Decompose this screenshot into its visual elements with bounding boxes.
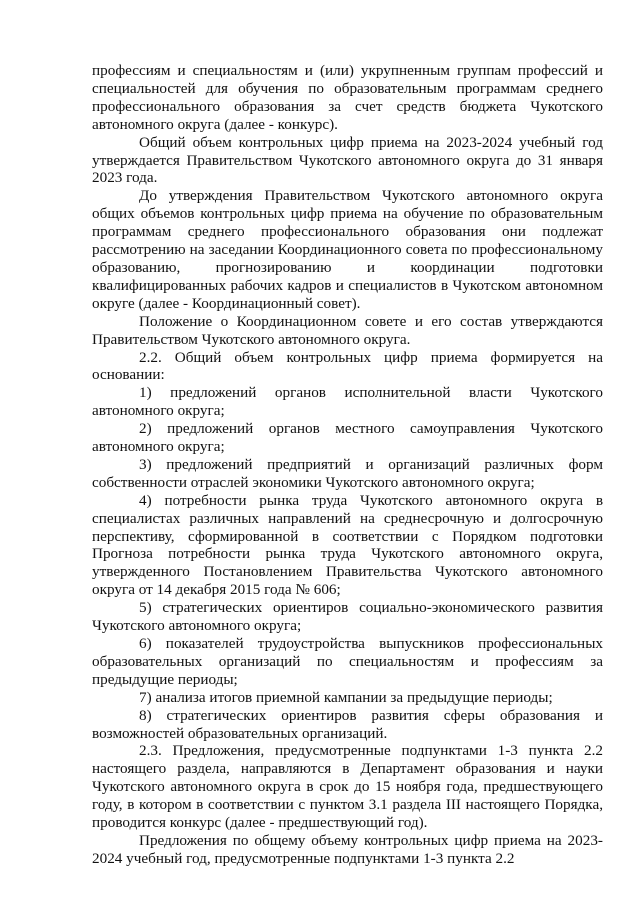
paragraph-2: Общий объем контрольных цифр приема на 2023-2024 учебный год утверждается Правительством Чукотского автономного округа до 31 января 2023 года.: [92, 133, 603, 187]
list-item-2: 2) предложений органов местного самоуправления Чукотского автономного округа;: [92, 420, 603, 456]
paragraph-3: До утверждения Правительством Чукотского автономного округа общих объемов контрольных цифр приема на обучение по образовательным программам среднего профессионального образования они подлежат рассмотрению на заседании Координационного совета по профессиональному образованию, прогнозированию и координации подготовки квалифицированных рабочих кадров и специалистов в Чукотском автономном округе (далее - Координационный совет).: [92, 187, 603, 312]
list-item-7: 7) анализа итогов приемной кампании за предыдущие периоды;: [139, 688, 553, 706]
paragraph-4: Положение о Координационном совете и его состав утверждаются Правительством Чукотского автономного округа.: [92, 312, 603, 348]
document-page: [92, 62, 603, 868]
list-item-1: 1) предложений органов исполнительной власти Чукотского автономного округа;: [92, 384, 603, 420]
paragraph-5-section-2-2: 2.2. Общий объем контрольных цифр приема формируется на основании:: [92, 348, 603, 384]
paragraph-section-2-3: 2.3. Предложения, предусмотренные подпунктами 1-3 пункта 2.2 настоящего раздела, направляются в Департамент образования и науки Чукотского автономного округа в срок до 15 ноября года, предшествующего году, в котором в соответствии с пунктом 3.1 раздела III настоящего Порядка, проводится конкурс (далее - предшествующий год).: [92, 742, 603, 832]
paragraph-last: Предложения по общему объему контрольных цифр приема на 2023-2024 учебный год, предусмотренные подпунктами 1-3 пункта 2.2: [92, 831, 603, 867]
list-item-3: 3) предложений предприятий и организаций различных форм собственности отраслей экономики Чукотского автономного округа;: [92, 455, 603, 491]
list-item-8: 8) стратегических ориентиров развития сферы образования и возможностей образовательных организаций.: [92, 706, 603, 742]
list-item-5: 5) стратегических ориентиров социально-экономического развития Чукотского автономного округа;: [92, 599, 603, 635]
list-item-6: 6) показателей трудоустройства выпускников профессиональных образовательных организаций по специальностям и профессиям за предыдущие периоды;: [92, 635, 603, 688]
paragraph-1: профессиям и специальностям и (или) укрупненным группам профессий и специальностей для обучения по образовательным программам среднего профессионального образования за счет средств бюджета Чукотского автономного округа (далее - конкурс).: [92, 62, 603, 133]
list-item-4: 4) потребности рынка труда Чукотского автономного округа в специалистах различных направлений на среднесрочную и долгосрочную перспективу, сформированной в соответствии с Порядком подготовки Прогноза потребности рынка труда Чукотского автономного округа, утвержденного Постановлением Правительства Чукотского автономного округа от 14 декабря 2015 года № 606;: [92, 491, 603, 599]
